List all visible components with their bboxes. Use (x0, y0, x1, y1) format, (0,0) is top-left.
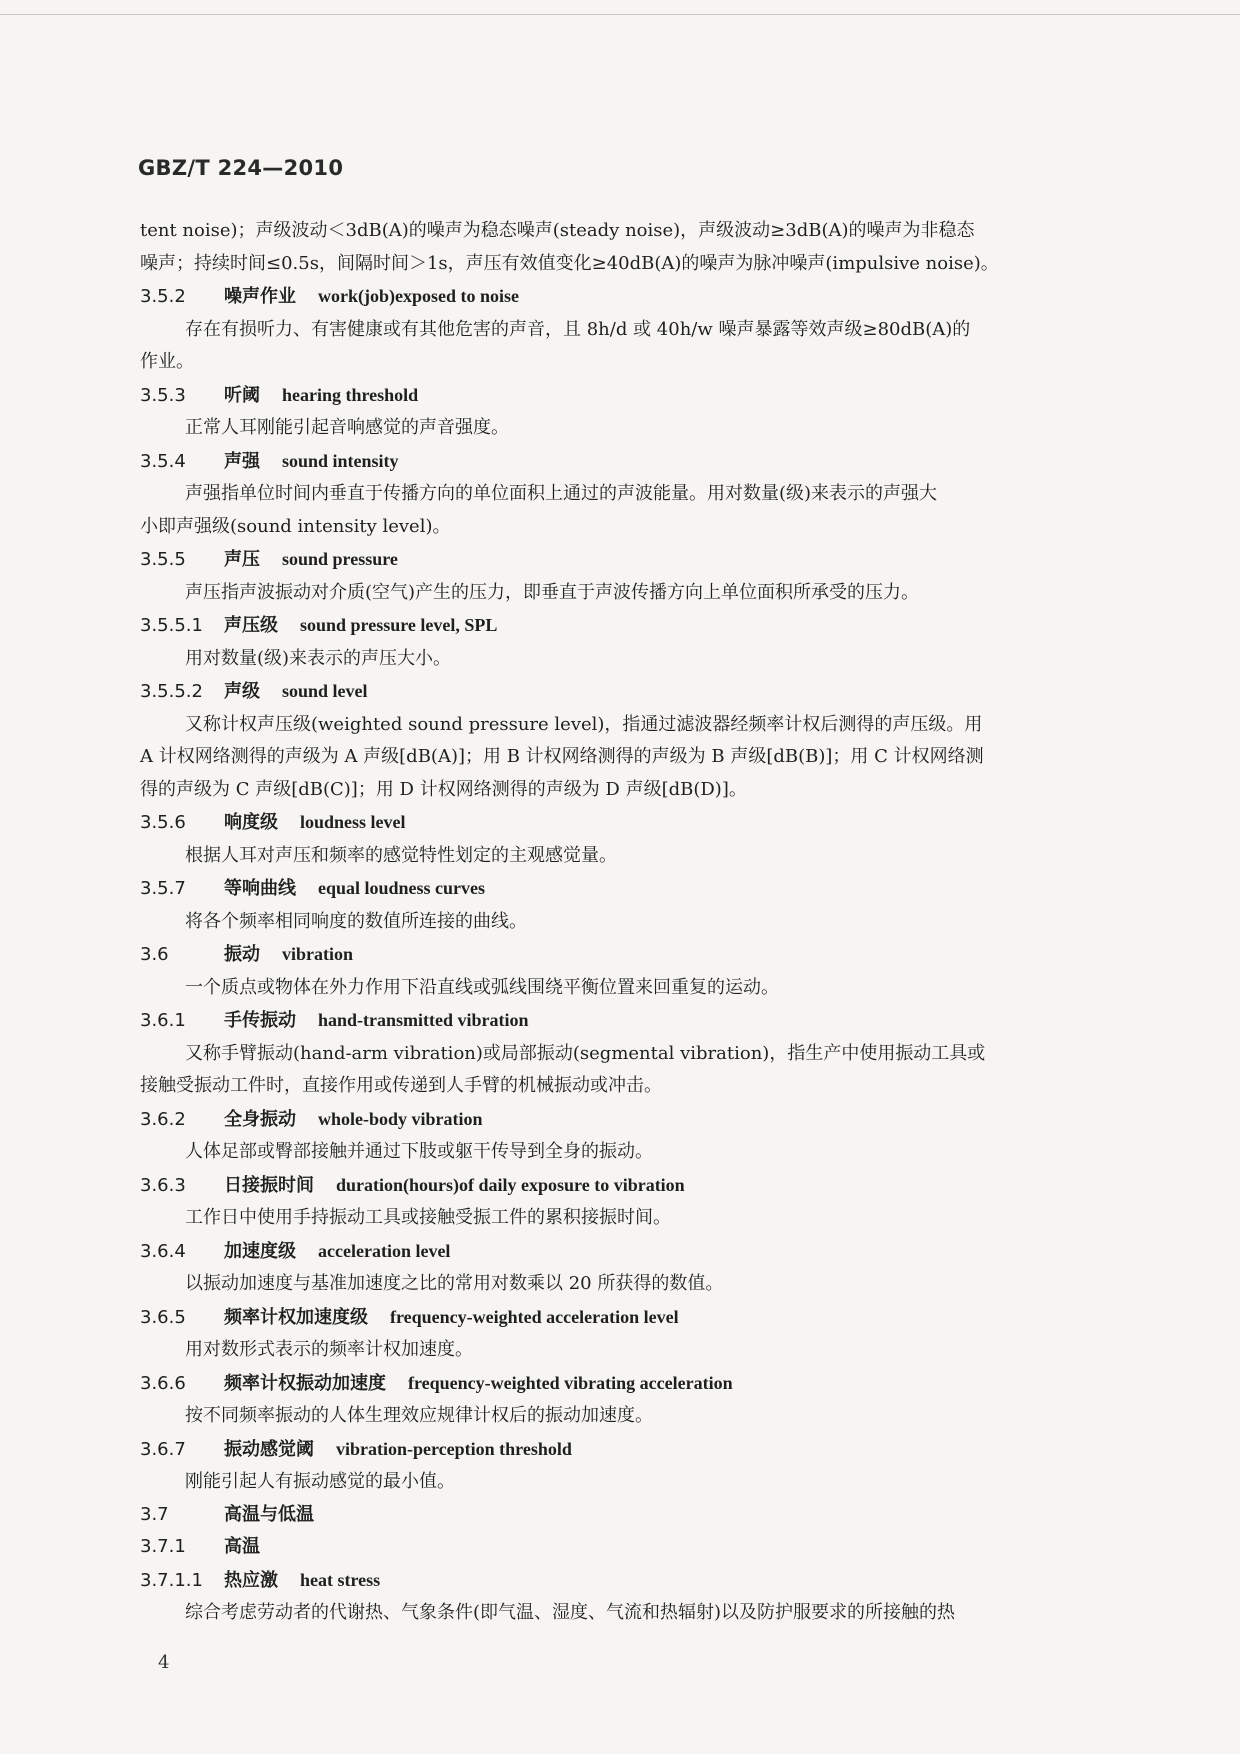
section-number: 3.6.6 (140, 1372, 186, 1394)
section-heading-3-5-6 (140, 806, 1106, 840)
term-en: acceleration level (318, 1240, 451, 1261)
paragraph-line: 工作日中使用手持振动工具或接触受振工件的累积接振时间。 (185, 1207, 671, 1228)
term-zh: 听阈 (224, 384, 260, 406)
paragraph-line: 小即声强级(sound intensity level)。 (140, 515, 451, 537)
term-zh: 声压级 (224, 615, 278, 636)
term-en: sound pressure (282, 549, 398, 569)
term-en: frequency-weighted acceleration level (390, 1306, 679, 1327)
document-body (140, 215, 1106, 1630)
term-zh: 热应激 (224, 1569, 278, 1591)
section-heading-3-7-1 (140, 1531, 1106, 1564)
section-heading-3-6-1 (140, 1004, 1106, 1038)
section-number: 3.5.6 (140, 812, 186, 833)
section-heading-3-5-7 (140, 872, 1106, 906)
paragraph-line: tent noise)；声级波动＜3dB(A)的噪声为稳态噪声(steady noise)，声级波动≥3dB(A)的噪声为非稳态 (140, 220, 975, 241)
term-zh: 频率计权加速度级 (224, 1306, 368, 1328)
section-number: 3.5.7 (140, 878, 186, 899)
section-number: 3.6.2 (140, 1108, 186, 1130)
paragraph-line: 以振动加速度与基准加速度之比的常用对数乘以 20 所获得的数值。 (185, 1273, 724, 1294)
term-en: duration(hours)of daily exposure to vibration (336, 1174, 685, 1195)
paragraph-line: 接触受振动工件时，直接作用或传递到人手臂的机械振动或冲击。 (140, 1075, 662, 1096)
paragraph-line: 声压指声波振动对介质(空气)产生的压力，即垂直于声波传播方向上单位面积所承受的压力。 (185, 581, 920, 603)
paragraph-line: 声强指单位时间内垂直于传播方向的单位面积上通过的声波能量。用对数量(级)来表示的声强大 (185, 483, 938, 504)
section-number: 3.5.3 (140, 384, 186, 406)
term-zh: 声级 (224, 681, 260, 702)
term-zh: 日接振时间 (224, 1174, 314, 1196)
term-zh: 全身振动 (224, 1108, 296, 1130)
section-number: 3.6.7 (140, 1438, 186, 1460)
section-heading-3-5-4 (140, 445, 1106, 479)
section-number: 3.5.5.1 (140, 615, 203, 636)
term-en: work(job)exposed to noise (318, 286, 519, 306)
paragraph-line: 正常人耳刚能引起音响感觉的声音强度。 (185, 417, 509, 438)
section-number: 3.6.4 (140, 1240, 186, 1262)
term-zh: 声强 (224, 450, 260, 472)
paragraph-line: 得的声级为 C 声级[dB(C)]；用 D 计权网络测得的声级为 D 声级[dB(D)]。 (140, 778, 747, 800)
term-zh: 噪声作业 (224, 286, 296, 307)
paragraph-line: 存在有损听力、有害健康或有其他危害的声音，且 8h/d 或 40h/w 噪声暴露等效声级≥80dB(A)的 (185, 318, 971, 340)
term-en: heat stress (300, 1569, 381, 1590)
term-en: sound level (282, 681, 368, 701)
paragraph-line: 将各个频率相同响度的数值所连接的曲线。 (185, 910, 527, 932)
term-zh: 振动 (224, 944, 260, 965)
paragraph-line: A 计权网络测得的声级为 A 声级[dB(A)]；用 B 计权网络测得的声级为 B 声级[dB(B)]；用 C 计权网络测 (140, 746, 984, 767)
paragraph-line: 用对数量(级)来表示的声压大小。 (185, 647, 452, 669)
term-en: whole-body vibration (318, 1108, 483, 1129)
paragraph-line: 刚能引起人有振动感觉的最小值。 (185, 1471, 455, 1492)
paragraph-line: 根据人耳对声压和频率的感觉特性划定的主观感觉量。 (185, 844, 617, 866)
term-en: hearing threshold (282, 384, 419, 405)
section-number: 3.7.1.1 (140, 1569, 203, 1591)
section-number: 3.5.4 (140, 450, 186, 472)
top-rule (0, 14, 1240, 15)
term-en: frequency-weighted vibrating acceleration (408, 1372, 733, 1393)
section-number: 3.7 (140, 1503, 169, 1525)
section-heading-3-7 (140, 1499, 1106, 1532)
section-heading-3-5-5-2 (140, 675, 1106, 709)
term-en: vibration (282, 944, 354, 964)
term-en: equal loudness curves (318, 878, 486, 898)
section-heading-3-6-5 (140, 1301, 1106, 1335)
section-number: 3.7.1 (140, 1536, 186, 1557)
section-number: 3.6.3 (140, 1174, 186, 1196)
page-number: 4 (158, 1652, 170, 1673)
paragraph-line: 又称手臂振动(hand-arm vibration)或局部振动(segmental vibration)，指生产中使用振动工具或 (185, 1042, 986, 1064)
standard-code: GBZ/T 224—2010 (138, 156, 344, 180)
term-zh: 高温 (224, 1536, 260, 1557)
paragraph-line: 噪声；持续时间≤0.5s，间隔时间＞1s，声压有效值变化≥40dB(A)的噪声为脉冲噪声(impulsive noise)。 (140, 252, 999, 274)
section-heading-3-6-7 (140, 1433, 1106, 1467)
term-en: loudness level (300, 812, 406, 832)
section-number: 3.6 (140, 944, 169, 965)
paragraph-line: 人体足部或臀部接触并通过下肢或躯干传导到全身的振动。 (185, 1141, 653, 1162)
term-zh: 响度级 (224, 812, 278, 833)
section-heading-3-6-4 (140, 1235, 1106, 1269)
term-en: sound intensity (282, 450, 399, 471)
section-heading-3-7-1-1 (140, 1564, 1106, 1598)
section-heading-3-5-2 (140, 280, 1106, 314)
paragraph-line: 作业。 (140, 351, 194, 372)
term-en: sound pressure level, SPL (300, 615, 498, 635)
term-zh: 加速度级 (224, 1240, 296, 1262)
paragraph-line: 按不同频率振动的人体生理效应规律计权后的振动加速度。 (185, 1405, 653, 1426)
section-number: 3.6.1 (140, 1010, 186, 1031)
section-number: 3.5.2 (140, 286, 186, 307)
paragraph-line: 用对数形式表示的频率计权加速度。 (185, 1339, 473, 1360)
term-en: vibration-perception threshold (336, 1438, 572, 1459)
term-zh: 频率计权振动加速度 (224, 1372, 386, 1394)
term-zh: 声压 (224, 549, 260, 570)
term-zh: 高温与低温 (224, 1503, 314, 1525)
section-heading-3-6 (140, 938, 1106, 972)
term-zh: 手传振动 (224, 1010, 296, 1031)
section-heading-3-5-5-1 (140, 609, 1106, 643)
term-zh: 等响曲线 (224, 878, 296, 899)
section-number: 3.5.5 (140, 549, 186, 570)
term-zh: 振动感觉阈 (224, 1438, 314, 1460)
term-en: hand-transmitted vibration (318, 1010, 529, 1030)
section-number: 3.5.5.2 (140, 681, 203, 702)
section-heading-3-6-6 (140, 1367, 1106, 1401)
paragraph-line: 一个质点或物体在外力作用下沿直线或弧线围绕平衡位置来回重复的运动。 (185, 976, 779, 998)
paragraph-line: 综合考虑劳动者的代谢热、气象条件(即气温、湿度、气流和热辐射)以及防护服要求的所接触的热 (185, 1602, 956, 1623)
section-heading-3-5-5 (140, 543, 1106, 577)
section-heading-3-5-3 (140, 379, 1106, 413)
paragraph-line: 又称计权声压级(weighted sound pressure level)，指通过滤波器经频率计权后测得的声压级。用 (185, 713, 983, 735)
section-number: 3.6.5 (140, 1306, 186, 1328)
section-heading-3-6-3 (140, 1169, 1106, 1203)
section-heading-3-6-2 (140, 1103, 1106, 1137)
